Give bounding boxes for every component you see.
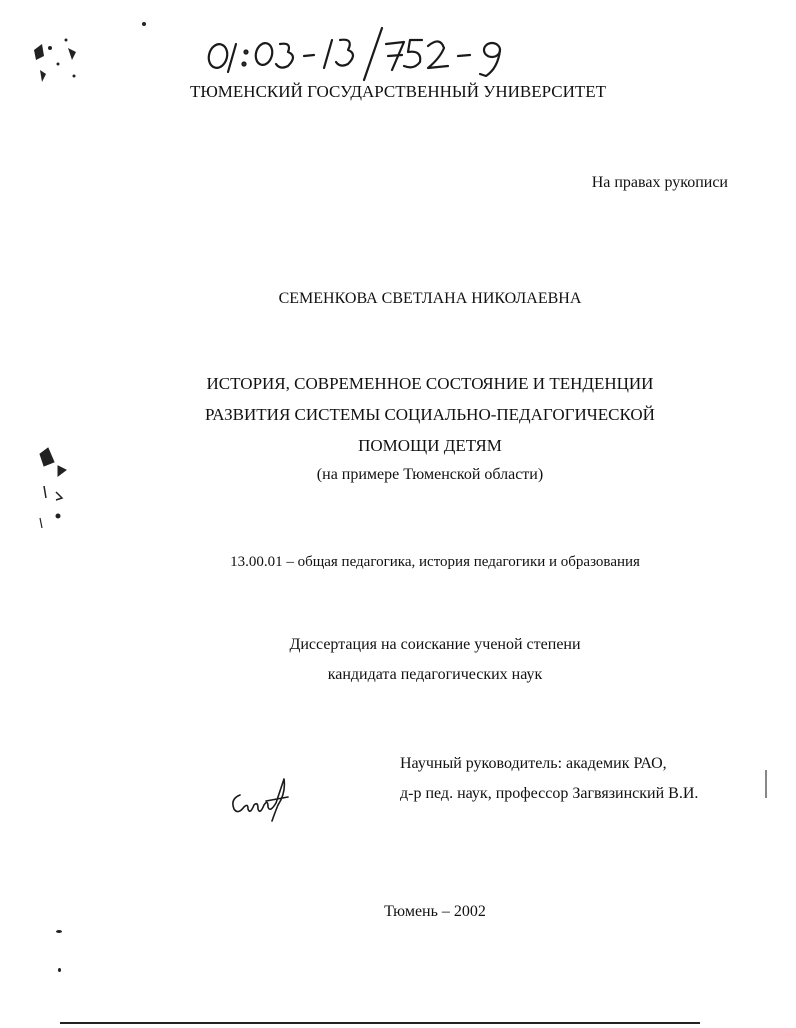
subtitle: (на примере Тюменской области) (316, 466, 544, 483)
university-name: ТЮМЕНСКИЙ ГОСУДАРСТВЕННЫЙ УНИВЕРСИТЕТ (189, 82, 607, 101)
degree-line-2: кандидата педагогических наук (327, 666, 543, 683)
scan-bottom-edge (60, 1022, 700, 1024)
scan-edge-mark (765, 770, 767, 798)
supervisor-line-1: Научный руководитель: академик РАО, (400, 755, 667, 772)
author-name: СЕМЕНКОВА СВЕТЛАНА НИКОЛАЕВНА (278, 290, 582, 307)
title-line-2: РАЗВИТИЯ СИСТЕМЫ СОЦИАЛЬНО-ПЕДАГОГИЧЕСКОЙ (205, 405, 655, 424)
handwritten-signature (226, 775, 296, 825)
degree-line-1: Диссертация на соискание ученой степени (289, 636, 581, 653)
supervisor-line-2: д-р пед. наук, профессор Загвязинский В.И. (400, 785, 699, 802)
scan-artifact-top-left (28, 30, 88, 90)
specialty-code: 13.00.01 – общая педагогика, история педагогики и образования (230, 554, 640, 570)
title-line-1: ИСТОРИЯ, СОВРЕМЕННОЕ СОСТОЯНИЕ И ТЕНДЕНЦИИ (206, 374, 654, 393)
scan-speck (56, 930, 62, 933)
title-line-3: ПОМОЩИ ДЕТЯМ (358, 436, 502, 455)
scan-artifact-left-margin (34, 440, 78, 530)
scan-speck (142, 22, 146, 26)
city-year: Тюмень – 2002 (384, 903, 486, 920)
scan-speck (58, 968, 61, 972)
manuscript-rights-note: На правах рукописи (591, 174, 728, 191)
handwritten-inventory-number (200, 22, 520, 82)
